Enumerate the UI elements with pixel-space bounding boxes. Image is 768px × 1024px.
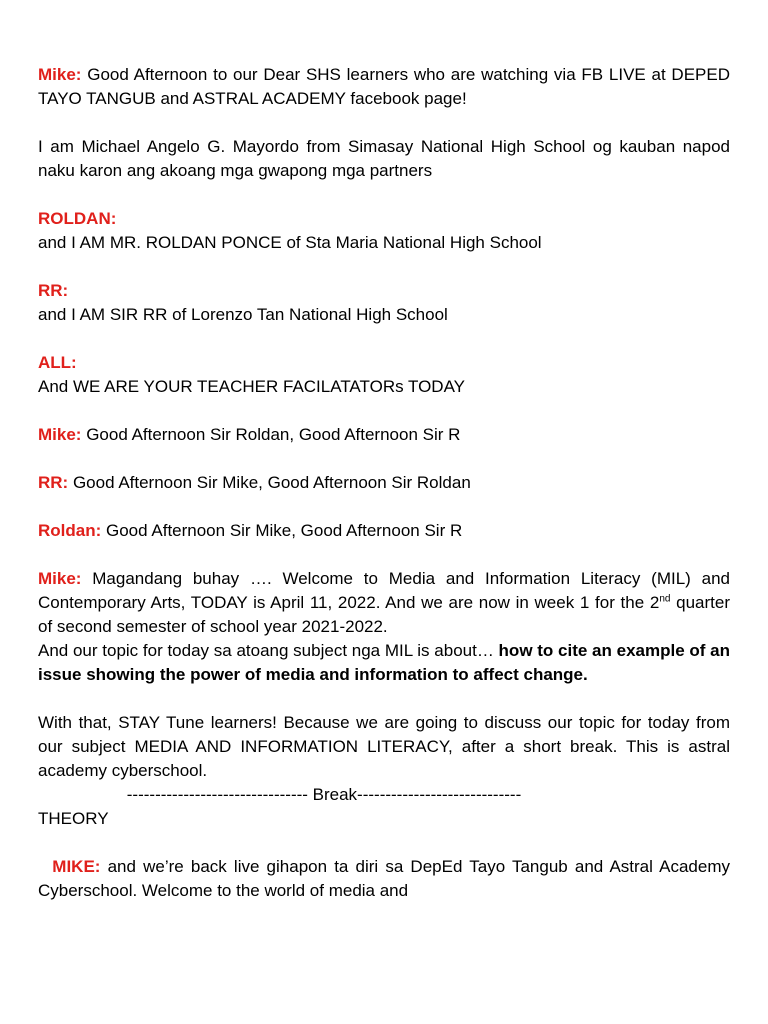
- paragraph-mike-intro: [38, 135, 730, 183]
- paragraph-text: and I AM SIR RR of Lorenzo Tan National High School: [38, 305, 448, 324]
- paragraph-stay-tune: [38, 711, 730, 783]
- paragraph-mike-greets: [38, 423, 730, 447]
- speaker-label: ROLDAN:: [38, 209, 117, 228]
- paragraph-topic: [38, 639, 730, 687]
- speaker-label: MIKE:: [52, 857, 101, 876]
- paragraph-text: Good Afternoon to our Dear SHS learners who are watching via FB LIVE at DEPED TAYO TANGUB and ASTRAL ACADEMY facebook page!: [38, 65, 730, 108]
- paragraph-mike-welcome: [38, 567, 730, 639]
- paragraph-text: Good Afternoon Sir Mike, Good Afternoon Sir R: [101, 521, 463, 540]
- speaker-label: Mike:: [38, 425, 82, 444]
- speaker-label: Mike:: [38, 569, 82, 588]
- section-heading-theory: THEORY: [38, 809, 109, 828]
- topic-title: how to cite an example of an issue showing the power of media and information to affect change.: [38, 641, 730, 684]
- paragraph-roldan-intro: [38, 207, 730, 255]
- paragraph-text: Good Afternoon Sir Mike, Good Afternoon Sir Roldan: [68, 473, 471, 492]
- paragraph-text: quarter of second semester of school year 2021-2022.: [38, 593, 730, 636]
- speaker-label: RR:: [38, 473, 69, 492]
- paragraph-text: Good Afternoon Sir Roldan, Good Afternoon Sir R: [81, 425, 461, 444]
- speaker-label: Mike:: [38, 65, 82, 84]
- paragraph-text: I am Michael Angelo G. Mayordo from Simasay National High School og kauban napod naku karon ang akoang mga gwapong mga partners: [38, 137, 730, 180]
- ordinal-suffix: nd: [659, 593, 671, 605]
- break-divider: -------------------------------- Break-----------------------------: [126, 785, 522, 804]
- speaker-label: ALL:: [38, 353, 77, 372]
- paragraph-text: and I AM MR. ROLDAN PONCE of Sta Maria National High School: [38, 233, 542, 252]
- paragraph-all: [38, 351, 730, 399]
- paragraph-mike-back-live: [38, 855, 730, 903]
- paragraph-text: Magandang buhay …. Welcome to Media and Information Literacy (MIL) and Contemporary Arts, TODAY is April 11, 2022. And we are now in week 1 for the 2: [38, 569, 730, 612]
- paragraph-roldan-greets: [38, 519, 730, 543]
- paragraph-text: and we’re back live gihapon ta diri sa DepEd Tayo Tangub and Astral Academy Cyberschool. Welcome to the world of media and: [38, 857, 730, 900]
- paragraph-rr-greets: [38, 471, 730, 495]
- paragraph-text: And our topic for today sa atoang subject nga MIL is about…: [38, 641, 499, 660]
- speaker-label: Roldan:: [38, 521, 102, 540]
- paragraph-text: And WE ARE YOUR TEACHER FACILATATORs TODAY: [38, 377, 466, 396]
- speaker-label: RR:: [38, 281, 69, 300]
- paragraph-rr-intro: [38, 279, 730, 327]
- paragraph-mike-greeting: [38, 63, 730, 111]
- paragraph-text: With that, STAY Tune learners! Because we are going to discuss our topic for today from our subject MEDIA AND INFORMATION LITERACY, after a short break. This is astral academy cyberschool.: [38, 713, 730, 780]
